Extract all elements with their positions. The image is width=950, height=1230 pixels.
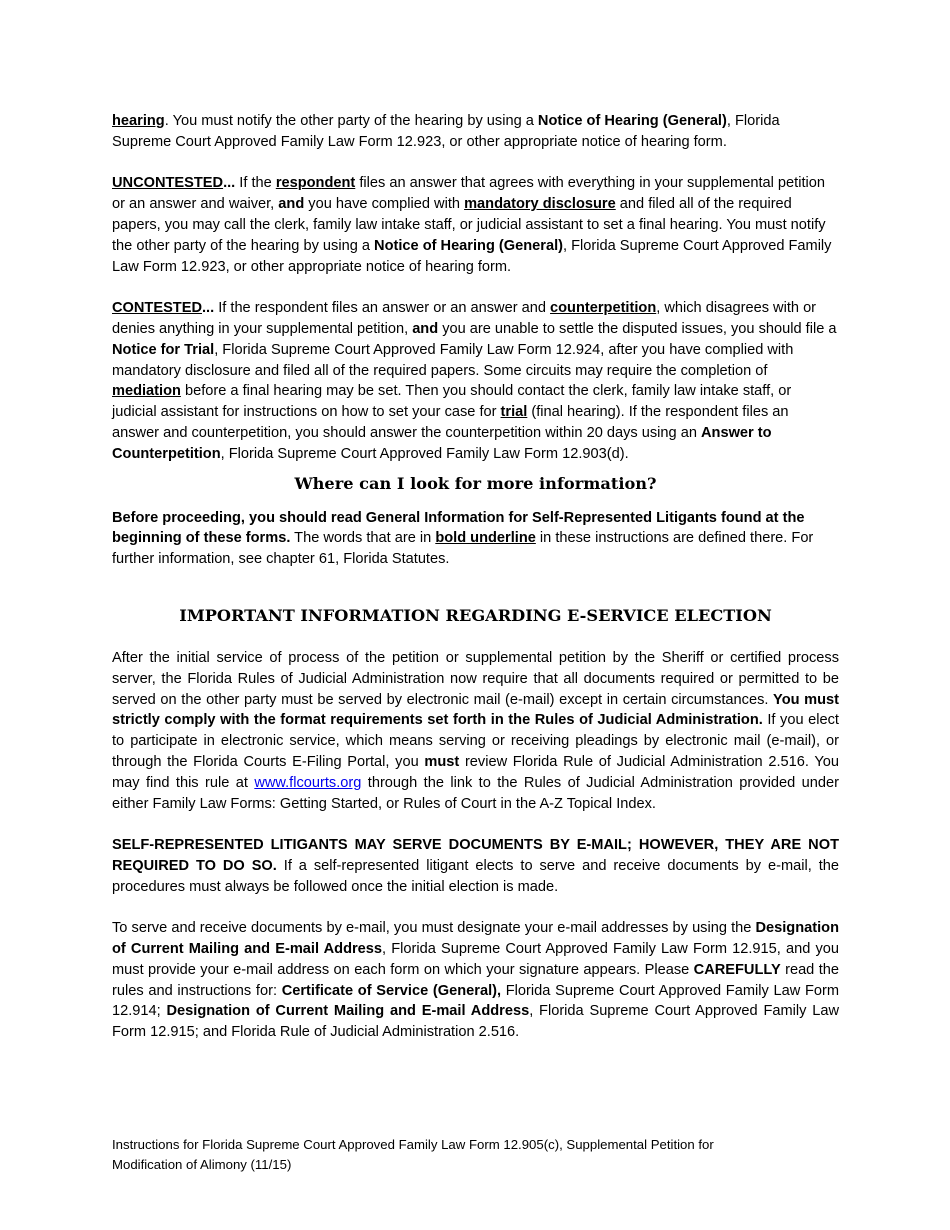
defined-term-bold-underline: bold underline — [435, 530, 536, 547]
defined-term-trial: trial — [500, 404, 528, 421]
heading-contested: CONTESTED — [112, 300, 202, 317]
paragraph-self-represented-email: SELF-REPRESENTED LITIGANTS MAY SERVE DOCUMENTS BY E-MAIL; HOWEVER, THEY ARE NOT REQUIRED TO DO SO. If a self-represented litigant elects to serve and receive documents by e-mail, the procedures must always be followed once the initial election is made. — [112, 837, 839, 895]
page-footer — [112, 1135, 812, 1174]
defined-term-mediation: mediation — [112, 383, 181, 400]
footer-line-2: Modification of Alimony (11/15) — [112, 1156, 292, 1172]
paragraph-contested: CONTESTED... If the respondent files an answer or an answer and counterpetition, which disagrees with or denies anything in your supplemental petition, and you are unable to settle the disputed issues, you should file a Notice for Trial, Florida Supreme Court Approved Family Law Form 12.924, after you have complied with mandatory disclosure and filed all of the required papers. Some circuits may require the completion of mediation before a final hearing may be set. Then you should contact the clerk, family law intake staff, or judicial assistant for instructions on how to set your case for trial (final hearing). If the respondent files an answer and counterpetition, you should answer the counterpetition within 20 days using an Answer to Counterpetition, Florida Supreme Court Approved Family Law Form 12.903(d). — [112, 300, 837, 462]
heading-uncontested: UNCONTESTED — [112, 175, 224, 192]
footer-line-1: Instructions for Florida Supreme Court Approved Family Law Form 12.905(c), Supplemental Petition for — [112, 1137, 714, 1152]
defined-term-counterpetition: counterpetition — [550, 300, 657, 317]
document-body — [112, 111, 839, 1043]
defined-term-mandatory-disclosure: mandatory disclosure — [464, 196, 616, 213]
paragraph-designate-email: To serve and receive documents by e-mail, you must designate your e-mail addresses by using the Designation of Current Mailing and E-mail Address, Florida Supreme Court Approved Family Law Form 12.915, and you must provide your e-mail address on each form on which your signature appears. Please CAREFULLY read the rules and instructions for: Certificate of Service (General), Florida Supreme Court Approved Family Law Form 12.914; Designation of Current Mailing and E-mail Address, Florida Supreme Court Approved Family Law Form 12.915; and Florida Rule of Judicial Administration 2.516. — [112, 920, 839, 1041]
paragraph-e-service-rules: After the initial service of process of the petition or supplemental petition by the Sheriff or certified process server, the Florida Rules of Judicial Administration now require that all documents required or permitted to be served on the other party must be served by electronic mail (e-mail) except in certain circumstances. You must strictly comply with the format requirements set forth in the Rules of Judicial Administration. If you elect to participate in electronic service, which means serving or receiving pleadings by electronic mail (e-mail), or through the Florida Courts E-Filing Portal, you must review Florida Rule of Judicial Administration 2.516. You may find this rule at www.flcourts.org through the link to the Rules of Judicial Administration provided under either Family Law Forms: Getting Started, or Rules of Court in the A-Z Topical Index. — [112, 649, 840, 812]
section-heading-e-service: IMPORTANT INFORMATION REGARDING E-SERVICE ELECTION — [179, 605, 772, 625]
flcourts-link[interactable]: www.flcourts.org — [254, 774, 362, 791]
section-heading-more-information: Where can I look for more information? — [294, 473, 657, 493]
defined-term-respondent: respondent — [275, 175, 356, 192]
paragraph-hearing: hearing. You must notify the other party of the hearing by using a Notice of Hearing (General), Florida Supreme Court Approved Family Law Form 12.923, or other appropriate notice of hearing form. — [112, 113, 780, 150]
paragraph-uncontested: UNCONTESTED... If the respondent files an answer that agrees with everything in your supplemental petition or an answer and waiver, and you have complied with mandatory disclosure and filed all of the required papers, you may call the clerk, family law intake staff, or judicial assistant to set a final hearing. You must notify the other party of the hearing by using a Notice of Hearing (General), Florida Supreme Court Approved Family Law Form 12.923, or other appropriate notice of hearing form. — [112, 175, 832, 275]
paragraph-more-information: Before proceeding, you should read General Information for Self-Represented Litigants found at the beginning of these forms. The words that are in bold underline in these instructions are defined there. For further information, see chapter 61, Florida Statutes. — [112, 509, 814, 568]
defined-term-hearing: hearing — [112, 113, 165, 129]
